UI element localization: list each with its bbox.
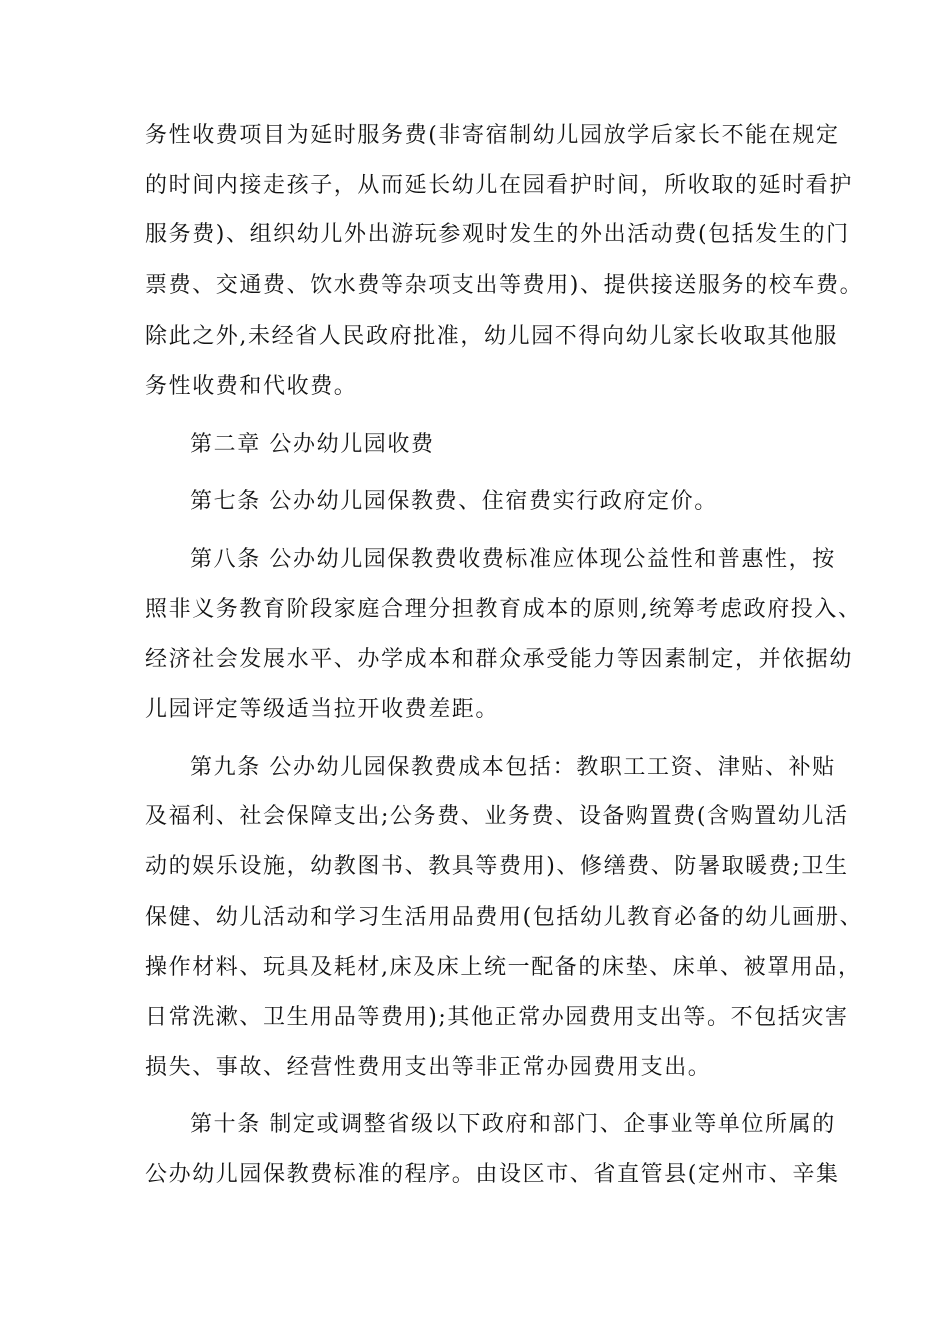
chapter-heading: 第二章 公办幼儿园收费 [190,432,435,457]
text-line: 票费、交通费、饮水费等杂项支出等费用)、提供接送服务的校车费。 [145,273,864,298]
article-8-start: 第八条 公办幼儿园保教费收费标准应体现公益性和普惠性，按 [190,547,836,572]
article-9-start: 第九条 公办幼儿园保教费成本包括：教职工工资、津贴、补贴 [190,755,836,780]
text-line: 的时间内接走孩子，从而延长幼儿在园看护时间，所收取的延时看护 [145,173,854,198]
text-line: 经济社会发展水平、办学成本和群众承受能力等因素制定，并依据幼 [145,647,854,672]
article-10-start: 第十条 制定或调整省级以下政府和部门、企事业等单位所属的 [190,1112,836,1137]
text-line: 操作材料、玩具及耗材,床及床上统一配备的床垫、床单、被罩用品， [145,955,862,980]
text-line: 损失、事故、经营性费用支出等非正常办园费用支出。 [145,1055,712,1080]
text-line: 照非义务教育阶段家庭合理分担教育成本的原则,统筹考虑政府投入、 [145,597,862,622]
text-line: 务性收费项目为延时服务费(非寄宿制幼儿园放学后家长不能在规定 [145,123,840,148]
text-line: 日常洗漱、卫生用品等费用);其他正常办园费用支出等。不包括灾害 [145,1005,849,1030]
article-7: 第七条 公办幼儿园保教费、住宿费实行政府定价。 [190,489,718,514]
text-line: 服务费)、组织幼儿外出游玩参观时发生的外出活动费(包括发生的门 [145,222,850,247]
text-line: 及福利、社会保障支出;公务费、业务费、设备购置费(含购置幼儿活 [145,804,849,829]
text-line: 公办幼儿园保教费标准的程序。由设区市、省直管县(定州市、辛集 [145,1162,840,1187]
text-line: 除此之外,未经省人民政府批准，幼儿园不得向幼儿家长收取其他服 [145,324,838,349]
text-line: 务性收费和代收费。 [145,374,358,399]
text-line: 保健、幼儿活动和学习生活用品费用(包括幼儿教育必备的幼儿画册、 [145,905,864,930]
text-line: 动的娱乐设施，幼教图书、教具等费用)、修缮费、防暑取暖费;卫生 [145,854,849,879]
text-line: 儿园评定等级适当拉开收费差距。 [145,697,500,722]
